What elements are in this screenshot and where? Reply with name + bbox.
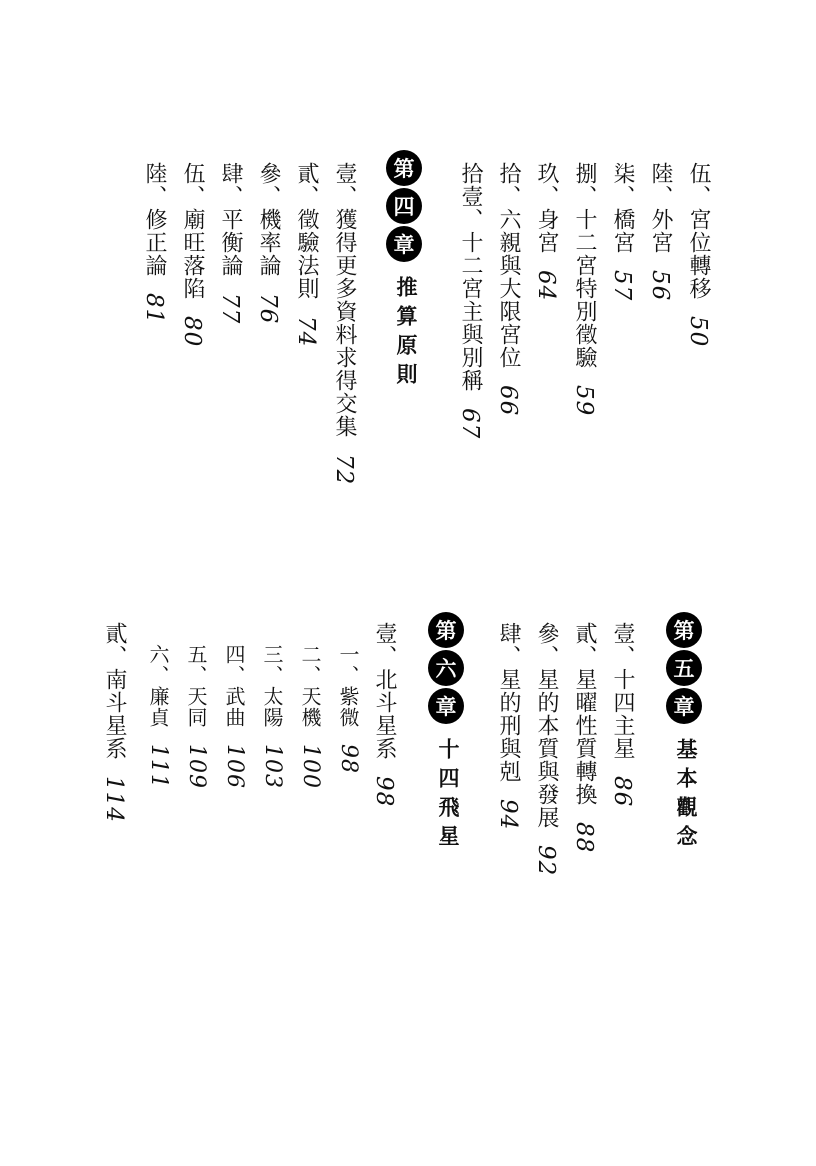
toc-entry-page: 109 <box>184 744 209 789</box>
chapter-badge-char: 六 <box>428 650 464 686</box>
toc-entry-page: 98 <box>371 776 397 808</box>
toc-entry-title: 肆、平衡論 <box>218 162 243 277</box>
chapter-badge-char: 章 <box>428 688 464 724</box>
toc-entry-page: 80 <box>179 316 205 348</box>
toc-entry-page: 59 <box>571 385 597 417</box>
toc-entry-title: 貳、南斗星系 <box>102 622 127 760</box>
toc-subentry <box>182 644 210 789</box>
toc-entry <box>494 622 522 830</box>
toc-subentry <box>258 644 286 789</box>
toc-entry <box>532 622 560 876</box>
chapter-badge-char: 第 <box>666 612 702 648</box>
toc-entry <box>140 162 168 324</box>
toc-entry <box>100 622 128 823</box>
toc-entry-title: 三、太陽 <box>260 644 284 728</box>
toc-entry <box>456 162 484 439</box>
toc-entry-title: 壹、獲得更多資料求得交集 <box>332 162 357 438</box>
toc-entry-page: 67 <box>457 408 483 440</box>
toc-entry <box>370 622 398 807</box>
toc-entry <box>330 162 358 485</box>
toc-entry-page: 114 <box>101 776 127 823</box>
toc-entry-page: 81 <box>141 293 167 325</box>
toc-subentry <box>334 644 362 774</box>
toc-entry <box>684 162 712 347</box>
chapter-title: 基本觀念 <box>674 738 698 854</box>
toc-entry-title: 四、武曲 <box>222 644 246 728</box>
toc-entry-page: 111 <box>146 744 171 789</box>
toc-entry-page: 64 <box>533 270 559 302</box>
toc-entry-page: 72 <box>331 454 357 486</box>
toc-entry <box>216 162 244 324</box>
chapter-badge-char: 章 <box>386 226 422 262</box>
toc-entry <box>254 162 282 324</box>
toc-entry-title: 參、星的本質與發展 <box>534 622 559 829</box>
toc-entry <box>608 622 636 807</box>
toc-entry-title: 伍、廟旺落陷 <box>180 162 205 300</box>
toc-entry-title: 柒、橋宮 <box>610 162 635 254</box>
toc-entry <box>292 162 320 347</box>
chapter-badge-char: 四 <box>386 188 422 224</box>
toc-entry-page: 92 <box>533 845 559 877</box>
toc-entry-title: 參、機率論 <box>256 162 281 277</box>
toc-entry-title: 壹、北斗星系 <box>372 622 397 760</box>
toc-entry <box>494 162 522 416</box>
toc-entry-title: 六、廉貞 <box>146 644 170 728</box>
toc-entry-title: 伍、宮位轉移 <box>686 162 711 300</box>
toc-entry-title: 貳、星曜性質轉換 <box>572 622 597 806</box>
toc-entry-title: 陸、外宮 <box>648 162 673 254</box>
chapter-title: 推算原則 <box>394 276 418 392</box>
toc-subentry <box>296 644 324 789</box>
toc-entry-title: 五、天同 <box>184 644 208 728</box>
toc-entry-page: 76 <box>255 293 281 325</box>
chapter-5-heading <box>666 612 706 854</box>
toc-entry-title: 壹、十四主星 <box>610 622 635 760</box>
toc-entry-title: 拾、六親與大限宮位 <box>496 162 521 369</box>
chapter-4-heading <box>386 150 426 392</box>
toc-entry-page: 57 <box>609 270 635 302</box>
toc-entry <box>608 162 636 301</box>
chapter-badge-char: 五 <box>666 650 702 686</box>
toc-entry-title: 陸、修正論 <box>142 162 167 277</box>
toc-entry-title: 拾壹、十二宮主與別稱 <box>458 162 483 392</box>
toc-entry-title: 一、紫微 <box>336 644 360 728</box>
toc-entry-title: 肆、星的刑與剋 <box>496 622 521 783</box>
chapter-badge-char: 章 <box>666 688 702 724</box>
toc-subentry <box>144 644 172 789</box>
toc-entry-title: 捌、十二宮特別徵驗 <box>572 162 597 369</box>
toc-subentry <box>220 644 248 789</box>
toc-entry-title: 貳、徵驗法則 <box>294 162 319 300</box>
toc-entry-page: 88 <box>571 822 597 854</box>
chapter-title: 十四飛星 <box>436 738 460 854</box>
toc-entry-page: 98 <box>336 744 361 774</box>
toc-entry <box>178 162 206 347</box>
toc-entry-page: 103 <box>260 744 285 789</box>
toc-entry-page: 100 <box>298 744 323 789</box>
chapter-badge-char: 第 <box>428 612 464 648</box>
toc-entry <box>532 162 560 301</box>
toc-entry-page: 77 <box>217 293 243 325</box>
toc-entry-page: 56 <box>647 270 673 302</box>
toc-entry-page: 50 <box>685 316 711 348</box>
toc-entry <box>570 162 598 416</box>
toc-entry-page: 106 <box>222 744 247 789</box>
toc-entry <box>646 162 674 301</box>
chapter-badge-char: 第 <box>386 150 422 186</box>
toc-entry-title: 玖、身宮 <box>534 162 559 254</box>
toc-entry <box>570 622 598 853</box>
toc-entry-page: 74 <box>293 316 319 348</box>
toc-entry-page: 86 <box>609 776 635 808</box>
toc-entry-page: 94 <box>495 799 521 831</box>
chapter-6-heading <box>428 612 468 854</box>
toc-entry-page: 66 <box>495 385 521 417</box>
toc-entry-title: 二、天機 <box>298 644 322 728</box>
